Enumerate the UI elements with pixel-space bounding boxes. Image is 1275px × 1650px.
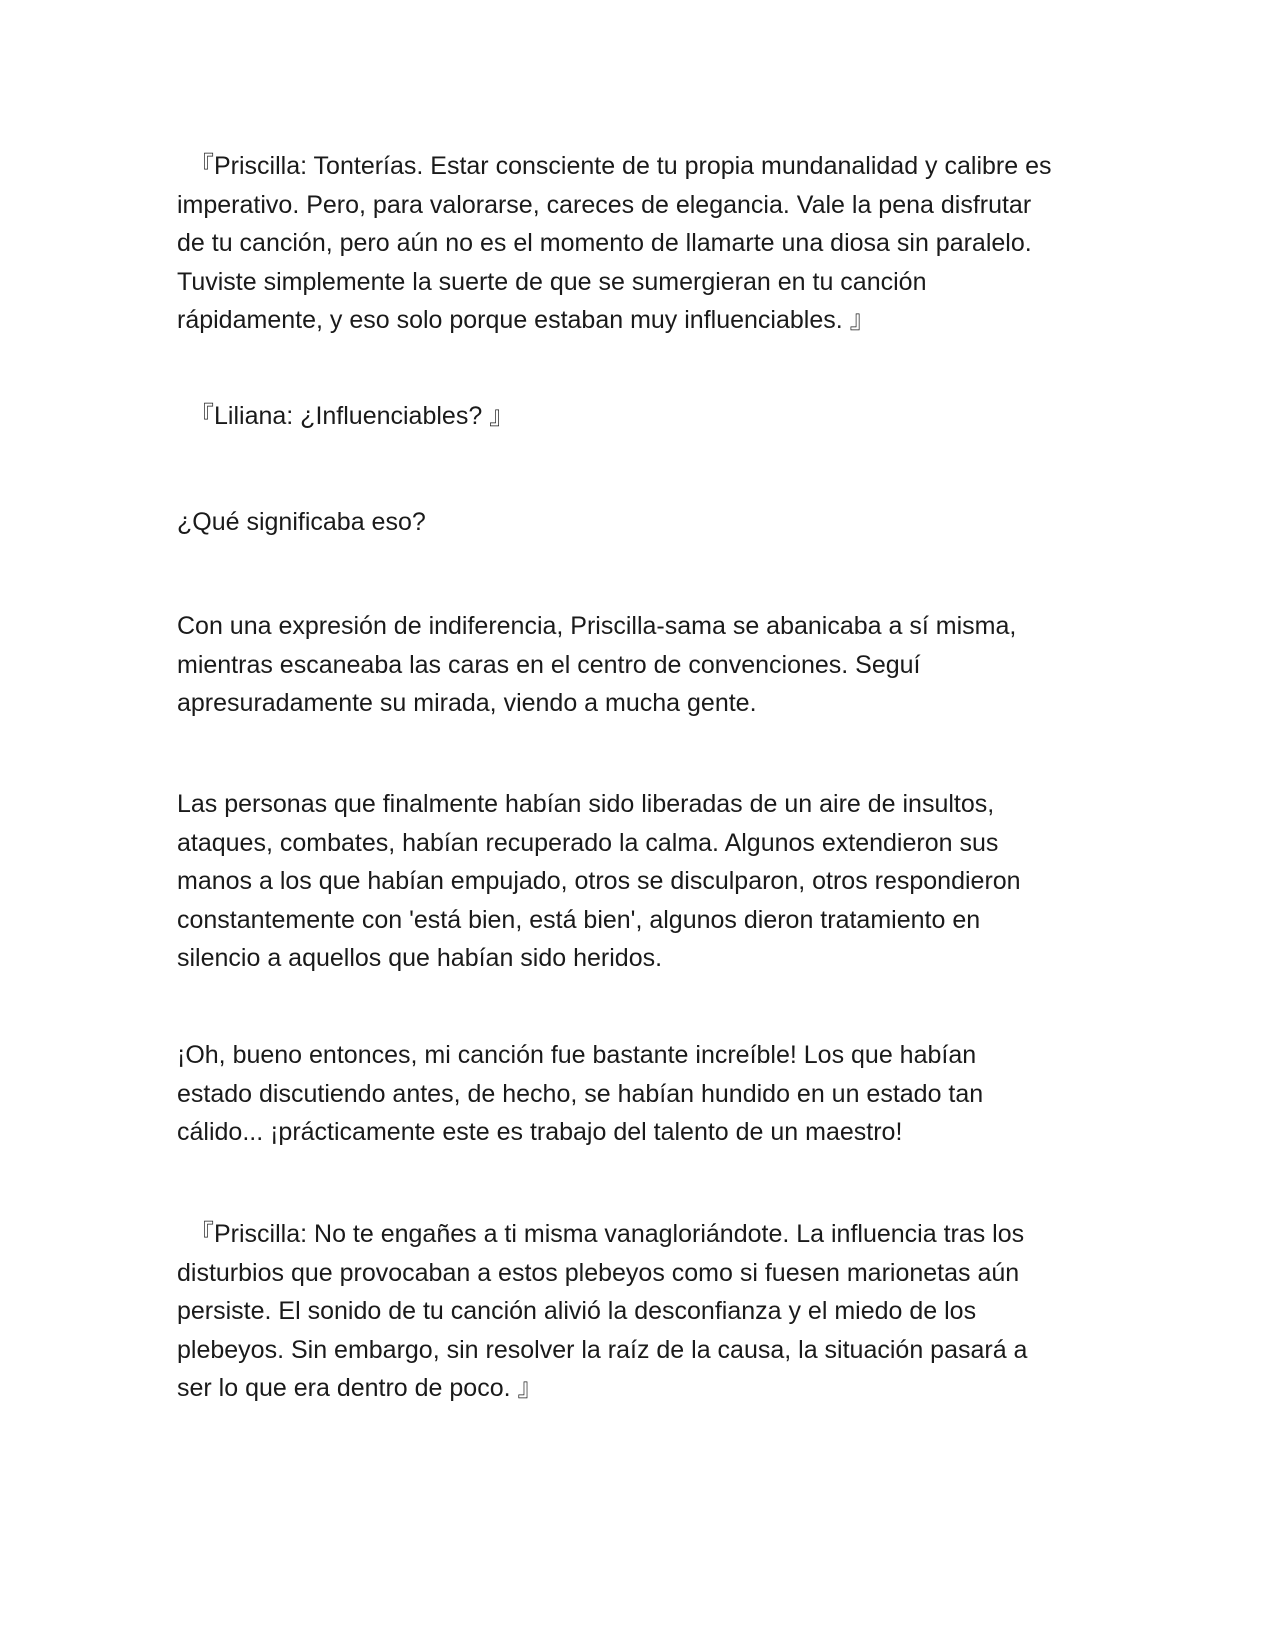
text-line: ¿Qué significaba eso? [177, 508, 426, 536]
paragraph-priscilla-dialogue-1 [177, 147, 1117, 340]
text-line: plebeyos. Sin embargo, sin resolver la raíz de la causa, la situación pasará a [177, 1335, 1028, 1364]
text-line: Con una expresión de indiferencia, Priscilla-sama se abanicaba a sí misma, [177, 612, 1017, 640]
text-line: Las personas que finalmente habían sido liberadas de un aire de insultos, [177, 790, 995, 818]
paragraph-narration-people [177, 785, 1117, 978]
text-line: silencio a aquellos que habían sido heridos. [177, 944, 663, 972]
text-line: persiste. El sonido de tu canción alivió la desconfianza y el miedo de los [177, 1297, 977, 1325]
text-line: imperativo. Pero, para valorarse, careces de elegancia. Vale la pena disfrutar [177, 190, 1032, 219]
text-line: 『Liliana: ¿Influenciables? 』 [189, 402, 515, 430]
text-line: apresuradamente su mirada, viendo a mucha gente. [177, 689, 757, 717]
text-line: ser lo que era dentro de poco. 』 [177, 1374, 543, 1402]
text-line: ¡Oh, bueno entonces, mi canción fue bastante increíble! Los que habían [177, 1041, 977, 1069]
paragraph-priscilla-dialogue-2 [177, 1215, 1117, 1408]
text-line: constantemente con 'está bien, está bien', algunos dieron tratamiento en [177, 905, 981, 934]
text-line: ataques, combates, habían recuperado la calma. Algunos extendieron sus [177, 828, 999, 857]
text-line: de tu canción, pero aún no es el momento de llamarte una diosa sin paralelo. [177, 229, 1032, 257]
paragraph-liliana-dialogue [177, 397, 1117, 436]
text-line: rápidamente, y eso solo porque estaban muy influenciables. 』 [177, 306, 875, 334]
text-line: 『Priscilla: Tonterías. Estar consciente de tu propia mundanalidad y calibre es [189, 152, 1052, 180]
text-line: mientras escaneaba las caras en el centro de convenciones. Seguí [177, 650, 921, 679]
paragraph-narration-indifference [177, 607, 1117, 723]
text-line: cálido... ¡prácticamente este es trabajo del talento de un maestro! [177, 1118, 903, 1146]
text-line: Tuviste simplemente la suerte de que se sumergieran en tu canción [177, 267, 927, 296]
text-line: 『Priscilla: No te engañes a ti misma vanagloriándote. La influencia tras los [189, 1220, 1025, 1248]
text-line: manos a los que habían empujado, otros se disculparon, otros respondieron [177, 867, 1021, 895]
paragraph-question [177, 503, 1117, 542]
text-line: estado discutiendo antes, de hecho, se habían hundido en un estado tan [177, 1079, 984, 1108]
text-line: disturbios que provocaban a estos plebeyos como si fuesen marionetas aún [177, 1258, 1020, 1287]
paragraph-narration-song [177, 1036, 1117, 1152]
